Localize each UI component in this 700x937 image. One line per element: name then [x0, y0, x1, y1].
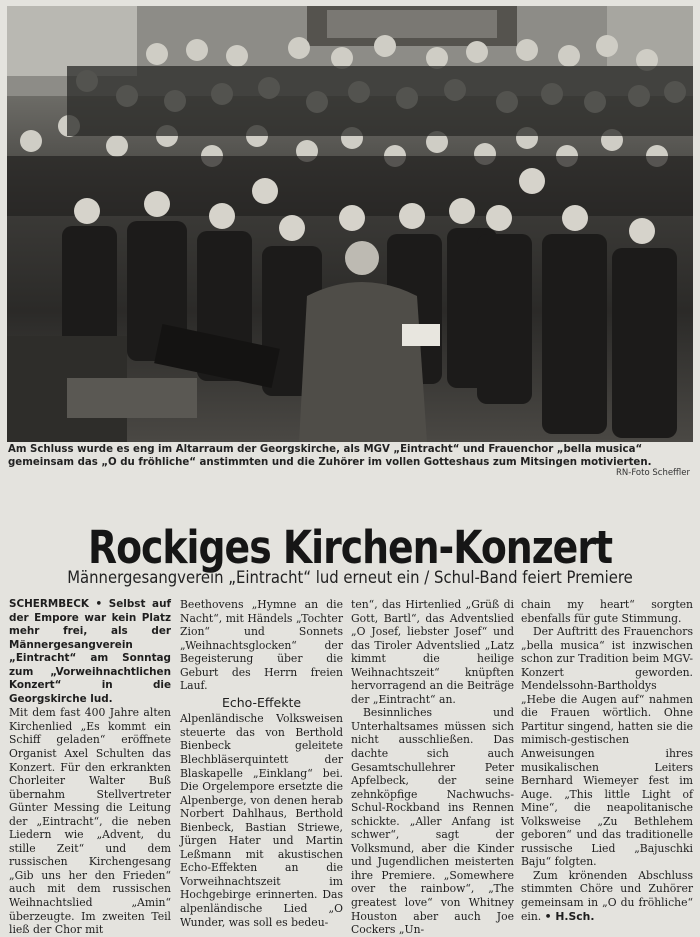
paragraph: ten“, das Hirtenlied „Grüß di Gott, Bartl“, das Adventslied „O Josef, liebster Josef“ und das Tiroler Adventslied „Latz kimmt die heilige Weihnachtszeit“ knüpften hervorragend an die Beiträge der „Eintracht“ an.	[351, 598, 514, 706]
paragraph-text: Zum krönenden Abschluss stimmten Chöre und Zuhörer gemeinsam in „O du fröhliche“ ein.	[521, 868, 693, 923]
article-headline: Rockiges Kirchen-Konzert	[87, 521, 613, 574]
paragraph: Alpenländische Volksweisen steuerte das von Berthold Bienbeck geleitete Blechbläserquintett der Blaskapelle „Einklang“ bei. Die Orgelempore ersetzte die Alpenberge, von denen herab Norbert Dahlhaus, Berthold Bienbeck, Bastian Striewe, Jürgen Hater und Martin Leßmann mit akustischen Echo-Effekten an die Vorweihnachtszeit im Hochgebirge erinnerten. Das alpenländische Lied „O Wunder, was soll es bedeu-	[180, 712, 343, 929]
article-column-3	[351, 598, 514, 937]
paragraph: Beethovens „Hymne an die Nacht“, mit Händels „Tochter Zion“ und Sonnets „Weihnachtsglocken“ der Begeisterung über die Geburt des Herrn freien Lauf.	[180, 598, 343, 693]
article-column-4	[521, 598, 693, 923]
paragraph: chain my heart“ sorgten ebenfalls für gute Stimmung.	[521, 598, 693, 625]
paragraph-final	[521, 869, 693, 923]
lead-text: Selbst auf der Empore war kein Platz mehr frei, als der Männergesangverein „Eintracht“ am Sonntag zum „Vorweihnachtlichen Konzert“ in die Georgskirche lud.	[9, 598, 171, 705]
photo-caption: Am Schluss wurde es eng im Altarraum der Georgskirche, als MGV „Eintracht“ und Frauenchor „bella musica“ gemeinsam das „O du fröhliche“ anstimmten und die Zuhörer im vollen Gotteshaus zum Mitsingen motivierten.	[8, 444, 652, 468]
photo-credit: RN-Foto Scheffler	[616, 468, 690, 478]
article-column-2	[180, 598, 343, 929]
paragraph: Mit dem fast 400 Jahre alten Kirchenlied „Es kommt ein Schiff geladen“ eröffnete Organist Axel Schulten das Konzert. Für den erkrankten Chorleiter Walter Buß übernahm Stellvertreter Günter Messing die Leitung der „Eintracht“, die neben Liedern wie „Advent, du stille Zeit“ und dem russischen Kirchengesang „Gib uns her den Frieden“ auch mit dem russischen Weihnachtslied „Amin“ überzeugte. Im zweiten Teil ließ der Chor mit	[9, 706, 171, 937]
paragraph: Besinnliches und Unterhaltsames müssen sich nicht ausschließen. Das dachte sich auch Gesamtschullehrer Peter Apfelbeck, der seine zehnköpfige Nachwuchs-Schul-Rockband ins Rennen schickte. „Aller Anfang ist schwer“, sagt der Volksmund, aber die Kinder und Jugendlichen meisterten ihre Premiere. „Somewhere over the rainbow“, „The greatest love“ von Whitney Houston aber auch Joe Cockers „Un-	[351, 706, 514, 937]
section-subhead: Echo-Effekte	[221, 694, 302, 710]
paragraph: Der Auftritt des Frauenchors „bella musica“ ist inzwischen schon zur Tradition beim MGV-Konzert geworden. Mendelssohn-Bartholdys „Hebe die Augen auf“ nahmen die Frauen wörtlich. Ohne Partitur singend, hatten sie die mimisch-gestischen Anweisungen ihres musikalischen Leiters Bernhard Wiemeyer fest im Auge. „This little Light of Mine“, die neapolitanische Volksweise „Zu Bethlehem geboren“ und das traditionelle russische Lied „Bajuschki Baju“ folgten.	[521, 625, 693, 869]
choir-photo	[7, 6, 693, 442]
article-column-1	[9, 598, 171, 937]
article-lead	[9, 598, 171, 706]
article-subheadline: Männergesangverein „Eintracht“ lud erneut ein / Schul-Band feiert Premiere	[67, 568, 633, 587]
dateline: SCHERMBECK •	[9, 598, 109, 610]
author-signature: • H.Sch.	[544, 909, 595, 923]
